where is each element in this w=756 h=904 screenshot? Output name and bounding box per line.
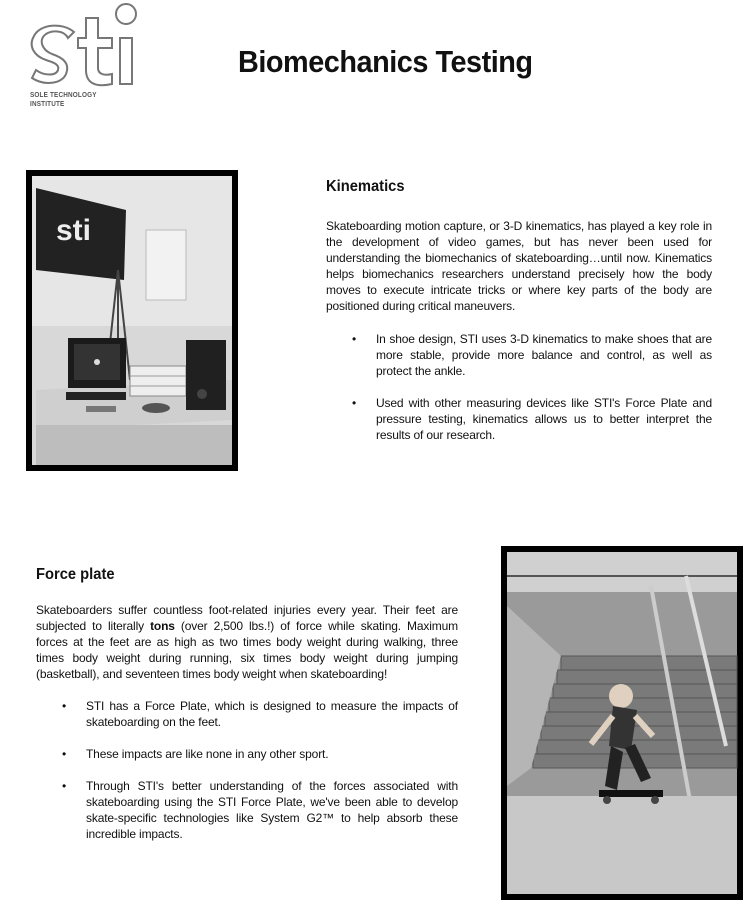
bullet-text: STI has a Force Plate, which is designed to measure the impacts of skateboarding on the feet.	[86, 699, 458, 729]
force-plate-heading: Force plate	[36, 566, 115, 583]
kinematics-heading: Kinematics	[326, 178, 405, 195]
banner-logo-text: sti	[56, 214, 92, 247]
list-item	[352, 395, 712, 443]
skateboarder-photo	[501, 546, 743, 900]
force-plate-section	[36, 566, 458, 858]
paragraph-text: Skateboarders suffer countless foot-related injuries every year. Their feet are subjected to literally	[36, 603, 458, 633]
list-item	[62, 698, 458, 730]
paragraph-emphasis: tons	[150, 619, 175, 633]
bullet-icon: •	[352, 332, 357, 346]
sti-logo	[24, 0, 144, 104]
bullet-text: In shoe design, STI uses 3-D kinematics to make shoes that are more stable, provide more balance and control, as well as protect the ankle.	[376, 332, 712, 378]
page-title: Biomechanics Testing	[238, 44, 533, 79]
logo-subtitle: SOLE TECHNOLOGY INSTITUTE	[30, 90, 97, 108]
bullet-icon: •	[62, 779, 67, 793]
bullet-icon: •	[352, 396, 357, 410]
bullet-text: Used with other measuring devices like STI's Force Plate and pressure testing, kinematics allows us to better interpret the results of our research.	[376, 396, 712, 442]
list-item	[62, 746, 458, 762]
kinematics-section	[326, 178, 712, 459]
list-item	[352, 331, 712, 379]
force-plate-paragraph	[36, 602, 458, 682]
bullet-icon: •	[62, 747, 67, 761]
bullet-icon: •	[62, 699, 67, 713]
kinematics-paragraph: Skateboarding motion capture, or 3-D kinematics, has played a key role in the development of video games, but has never been used for understanding the biomechanics of skateboarding…until now. Kinematics helps biomechanics researchers understand precisely how the body moves to execute intricate tricks or where key parts of the body are positioned during critical maneuvers.	[326, 219, 712, 313]
bullet-text: Through STI's better understanding of the forces associated with skateboarding using the STI Force Plate, we've been able to develop skate-specific technologies like System G2™ to help absorb these incredible impacts.	[86, 779, 458, 841]
paragraph-text: (over 2,500 lbs.!) of force while skating. Maximum forces at the feet are as high as two times body weight during walking, three times body weight during running, six times body weight during jumping (basketball), and seventeen times body weight when skateboarding!	[36, 619, 458, 681]
list-item	[62, 778, 458, 842]
force-plate-bullet-list	[62, 698, 458, 842]
bullet-text: These impacts are like none in any other sport.	[86, 747, 329, 761]
kinematics-lab-photo	[26, 170, 238, 471]
kinematics-bullet-list	[352, 331, 712, 443]
